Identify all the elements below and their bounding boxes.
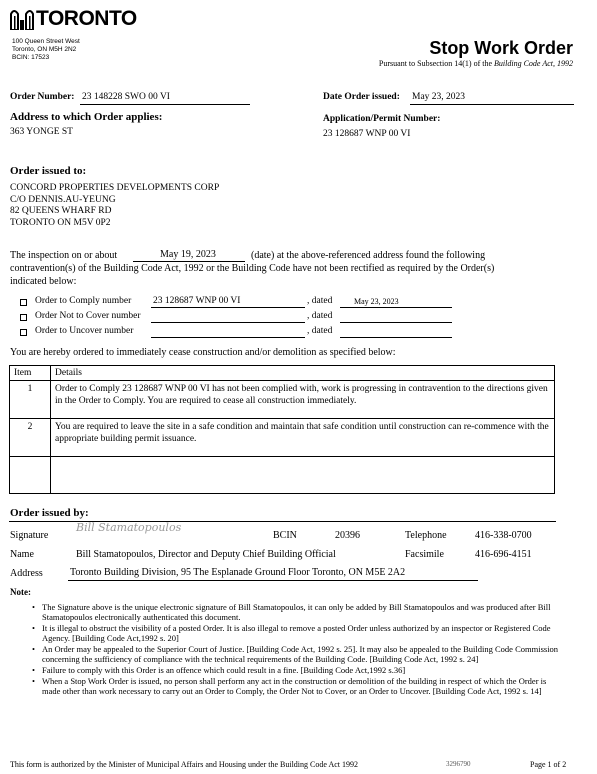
issued-to-heading: Order issued to: — [10, 165, 87, 177]
address-line: Toronto, ON M5H 2N2 — [12, 46, 77, 53]
checkbox-icon — [20, 299, 27, 306]
note-item: • The Signature above is the unique electronic signature of Bill Stamatopoulos, it can only be added by Bill Stamatopoulos and was produced after Bill Stamatopoulos electronically authenticated this document. — [30, 602, 564, 622]
permit-value: 23 128687 WNP 00 VI — [323, 129, 411, 139]
item-details — [51, 457, 555, 494]
table-row — [10, 419, 555, 457]
order-type-number: 23 128687 WNP 00 VI — [153, 296, 241, 306]
order-list-item — [20, 311, 460, 324]
table-row — [10, 457, 555, 494]
note-item: • An Order may be appealed to the Superior Court of Justice. [Building Code Act, 1992 s. 25]. It may also be appealed to the Building Code Commission concerning the sufficiency of compliance with the technical requirements of the Building Code. [Building Code Act, 1992 s. 24] — [30, 644, 564, 664]
cease-instruction: You are hereby ordered to immediately cease construction and/or demolition as specified below: — [10, 347, 396, 358]
order-list-item — [20, 296, 460, 309]
order-date-underline — [340, 307, 452, 308]
footer-page-number: Page 1 of 2 — [530, 760, 567, 769]
order-number-label: Order Number: — [10, 92, 75, 102]
order-list-item — [20, 326, 460, 339]
fax-label: Facsimile — [405, 549, 444, 560]
items-table — [9, 365, 555, 494]
order-date-underline — [340, 322, 452, 323]
order-number-underline — [151, 322, 305, 323]
notes-heading: Note: — [10, 587, 31, 597]
address-line: 100 Queen Street West — [12, 38, 80, 45]
order-type-label: Order Not to Cover number — [35, 311, 141, 321]
telephone-label: Telephone — [405, 530, 447, 541]
checkbox-icon — [20, 329, 27, 336]
notes-list — [30, 602, 564, 697]
logo-text: TORONTO — [36, 7, 137, 30]
electronic-signature: Bill Stamatopoulos — [76, 521, 182, 534]
date-issued-label: Date Order issued: — [323, 92, 400, 102]
inspection-line-2: contravention(s) of the Building Code Act, 1992 or the Building Code have not been rectified as required by the Order(s) — [10, 263, 495, 274]
permit-label: Application/Permit Number: — [323, 114, 441, 124]
issued-to-line: CONCORD PROPERTIES DEVELOPMENTS CORP — [10, 183, 220, 193]
inspection-line-3: indicated below: — [10, 276, 77, 287]
order-type-label: Order to Uncover number — [35, 326, 134, 336]
issued-to-line: TORONTO ON M5V 0P2 — [10, 217, 111, 228]
telephone-value: 416-338-0700 — [475, 530, 532, 541]
order-date-underline — [340, 337, 452, 338]
note-item: • When a Stop Work Order is issued, no person shall perform any act in the construction or demolition of the building in respect of which the Order is made other than work necessary to carry out an Order to Comply, the Order Not to Cover, or an Order to Uncover. [Building Code Act, 1992 s. 14] — [30, 676, 564, 696]
city-logo — [10, 6, 137, 32]
date-issued-underline — [410, 104, 574, 105]
note-item: • Failure to comply with this Order is an offence which could result in a fine. [Building Code Act,1992 s.36] — [30, 665, 564, 675]
checkbox-icon — [20, 314, 27, 321]
item-number — [10, 457, 51, 494]
item-details: You are required to leave the site in a safe condition and maintain that safe condition until construction can re-commence with the appropriate building permit issuance. — [51, 419, 555, 457]
issued-to-line: 82 QUEENS WHARF RD — [10, 206, 112, 216]
order-number-underline — [80, 104, 250, 105]
inspection-date: May 19, 2023 — [160, 249, 216, 260]
order-type-date: May 23, 2023 — [354, 297, 399, 306]
issuer-address-value: Toronto Building Division, 95 The Esplanade Ground Floor Toronto, ON M5E 2A2 — [70, 567, 406, 578]
footer-form-number: 3296790 — [446, 760, 471, 768]
issuer-address-label: Address — [10, 568, 43, 579]
issued-by-heading: Order issued by: — [10, 507, 89, 519]
inspection-suffix: (date) at the above-referenced address found the following — [251, 250, 486, 261]
dated-label: , dated — [307, 311, 333, 321]
order-number-underline — [151, 307, 305, 308]
footer-authorization: This form is authorized by the Minister of Municipal Affairs and Housing under the Building Code Act 1992 — [10, 760, 359, 769]
bcin-value: 20396 — [335, 530, 360, 541]
note-item: • It is illegal to obstruct the visibility of a posted Order. It is also illegal to remove a posted Order unless authorized by an inspector or Registered Code Agency. [Building Code Act,1992 s. 20] — [30, 623, 564, 643]
issuer-address-underline — [68, 580, 478, 581]
name-label: Name — [10, 549, 34, 560]
address-label: Address to which Order applies: — [10, 111, 163, 123]
table-row — [10, 381, 555, 419]
table-header-item: Item — [10, 366, 51, 381]
name-value: Bill Stamatopoulos, Director and Deputy Chief Building Official — [76, 549, 336, 560]
order-number-underline — [151, 337, 305, 338]
item-details: Order to Comply 23 128687 WNP 00 VI has not been complied with, work is progressing in contravention to the directions given in the Order to Comply. You are required to cease all construction immediately. — [51, 381, 555, 419]
page-title: Stop Work Order — [429, 38, 573, 58]
page-subtitle: Pursuant to Subsection 14(1) of the Building Code Act, 1992 — [378, 59, 573, 68]
fax-value: 416-696-4151 — [475, 549, 532, 560]
order-number-value: 23 148228 SWO 00 VI — [82, 92, 170, 102]
dated-label: , dated — [307, 326, 333, 336]
address-line: BCIN: 17523 — [12, 54, 50, 61]
city-address — [12, 38, 80, 62]
item-number: 2 — [10, 419, 51, 457]
item-number: 1 — [10, 381, 51, 419]
table-header-row — [10, 366, 555, 381]
dated-label: , dated — [307, 296, 333, 306]
table-header-details: Details — [51, 366, 555, 381]
inspection-date-underline — [133, 261, 245, 262]
inspection-prefix: The inspection on or about — [10, 250, 118, 261]
issued-to-line: C/O DENNIS.AU-YEUNG — [10, 194, 116, 205]
order-type-label: Order to Comply number — [35, 296, 132, 306]
address-value: 363 YONGE ST — [10, 127, 73, 137]
issued-to-block — [10, 183, 219, 229]
signature-label: Signature — [10, 530, 49, 541]
bcin-label: BCIN — [273, 530, 297, 541]
city-hall-icon — [10, 8, 34, 30]
date-issued-value: May 23, 2023 — [412, 92, 466, 102]
